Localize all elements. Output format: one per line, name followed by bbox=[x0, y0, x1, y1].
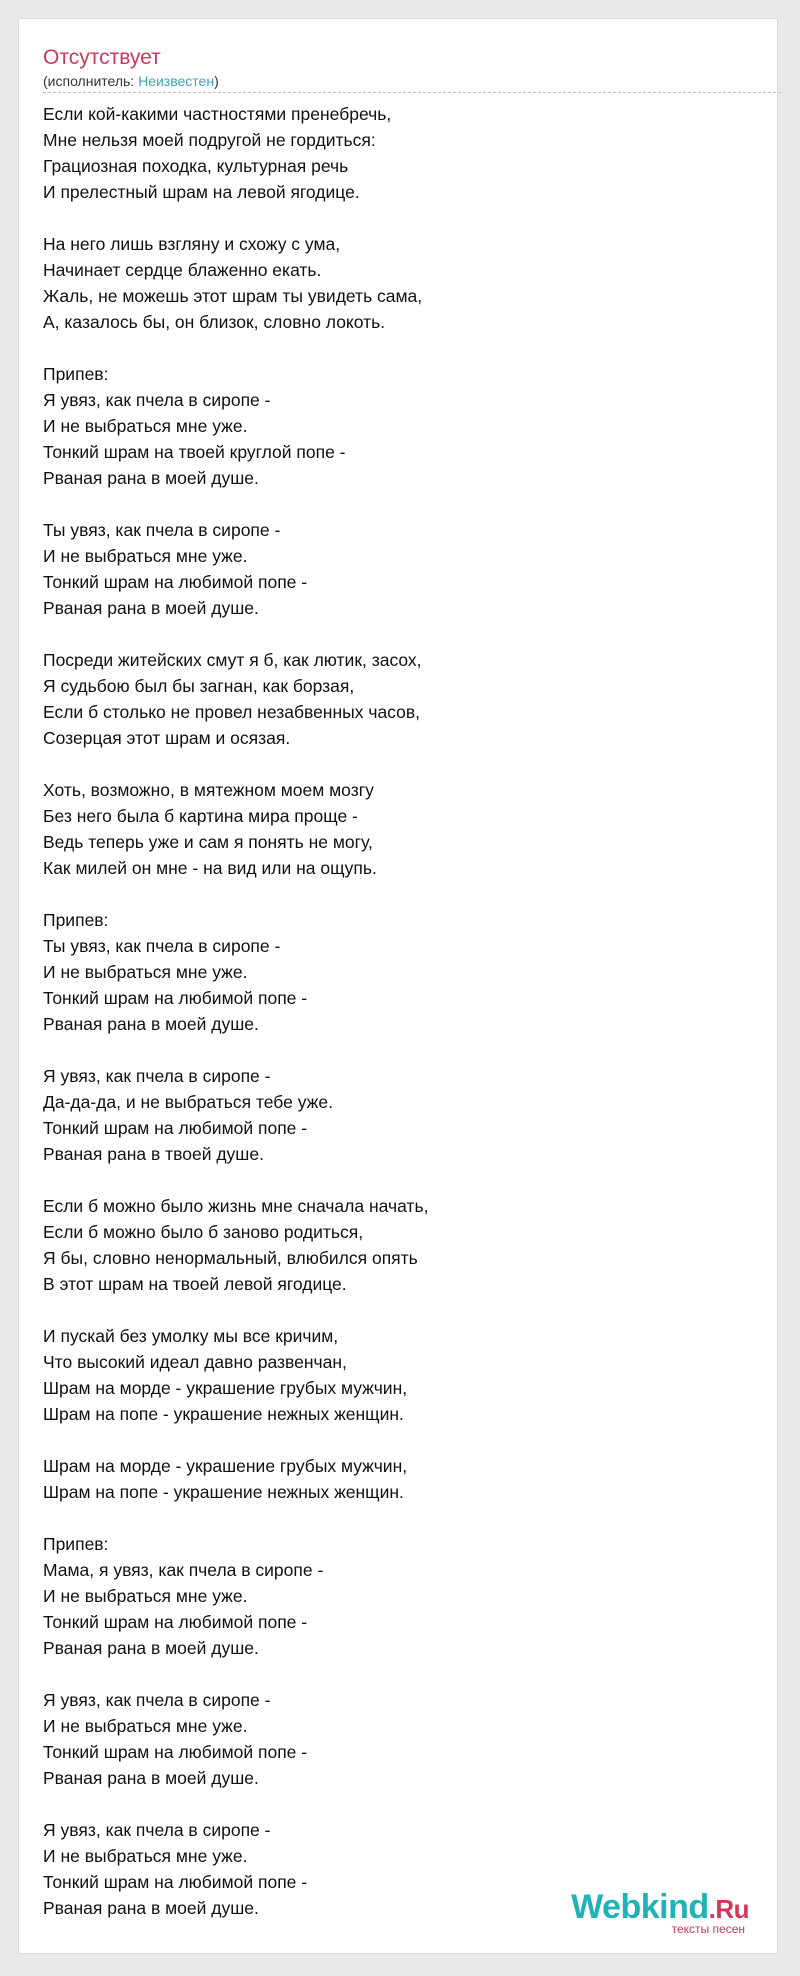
lyric-line: Рваная рана в моей душе. bbox=[43, 598, 259, 618]
lyric-line: Мне нельзя моей подругой не гордиться: bbox=[43, 130, 376, 150]
logo-tld: .Ru bbox=[708, 1894, 749, 1924]
lyric-line: Тонкий шрам на любимой попе - bbox=[43, 988, 308, 1008]
lyric-line: Шрам на морде - украшение грубых мужчин, bbox=[43, 1456, 408, 1476]
site-logo[interactable] bbox=[571, 1889, 749, 1935]
lyric-line: Если б можно было жизнь мне сначала начать, bbox=[43, 1196, 429, 1216]
logo-tagline: тексты песен bbox=[671, 1922, 745, 1936]
lyrics-stanza bbox=[43, 1193, 763, 1297]
song-title: Отсутствует bbox=[43, 46, 161, 69]
byline-prefix: (исполнитель: bbox=[43, 73, 139, 89]
lyrics-body bbox=[43, 101, 763, 1947]
lyric-line: Я увяз, как пчела в сиропе - bbox=[43, 1690, 271, 1710]
lyrics-stanza bbox=[43, 1323, 763, 1427]
logo-name: Webkind bbox=[571, 1888, 709, 1926]
lyric-line: На него лишь взгляну и схожу с ума, bbox=[43, 234, 341, 254]
lyric-line: Жаль, не можешь этот шрам ты увидеть сама, bbox=[43, 286, 423, 306]
artist-link[interactable]: Неизвестен bbox=[138, 73, 215, 89]
lyric-line: Припев: bbox=[43, 910, 109, 930]
lyric-line: Если б столько не провел незабвенных часов, bbox=[43, 702, 421, 722]
lyric-line: И не выбраться мне уже. bbox=[43, 1846, 248, 1866]
lyric-line: Рваная рана в моей душе. bbox=[43, 1014, 259, 1034]
lyric-line: В этот шрам на твоей левой ягодице. bbox=[43, 1274, 347, 1294]
lyric-line: Без него была б картина мира проще - bbox=[43, 806, 358, 826]
lyric-line: Рваная рана в моей душе. bbox=[43, 1638, 259, 1658]
lyrics-stanza bbox=[43, 517, 763, 621]
lyric-line: Тонкий шрам на любимой попе - bbox=[43, 1742, 308, 1762]
lyric-line: Грациозная походка, культурная речь bbox=[43, 156, 349, 176]
lyric-line: Я увяз, как пчела в сиропе - bbox=[43, 1066, 271, 1086]
lyric-line: И не выбраться мне уже. bbox=[43, 546, 248, 566]
lyric-line: Да-да-да, и не выбраться тебе уже. bbox=[43, 1092, 333, 1112]
lyric-line: Рваная рана в моей душе. bbox=[43, 1898, 259, 1918]
lyric-line: Как милей он мне - на вид или на ощупь. bbox=[43, 858, 377, 878]
lyric-line: И не выбраться мне уже. bbox=[43, 1586, 248, 1606]
lyrics-stanza bbox=[43, 1453, 763, 1505]
lyrics-stanza bbox=[43, 1063, 763, 1167]
lyric-line: Ведь теперь уже и сам я понять не могу, bbox=[43, 832, 373, 852]
lyric-line: Что высокий идеал давно развенчан, bbox=[43, 1352, 347, 1372]
lyric-line: Шрам на попе - украшение нежных женщин. bbox=[43, 1404, 404, 1424]
lyrics-stanza bbox=[43, 101, 763, 205]
lyrics-stanza bbox=[43, 907, 763, 1037]
lyric-line: Шрам на попе - украшение нежных женщин. bbox=[43, 1482, 404, 1502]
lyrics-page bbox=[18, 18, 778, 1954]
lyric-line: Если б можно было б заново родиться, bbox=[43, 1222, 364, 1242]
lyrics-stanza bbox=[43, 647, 763, 751]
lyric-line: Тонкий шрам на твоей круглой попе - bbox=[43, 442, 346, 462]
lyric-line: Тонкий шрам на любимой попе - bbox=[43, 1872, 308, 1892]
lyrics-stanza bbox=[43, 231, 763, 335]
byline-suffix: ) bbox=[214, 73, 219, 89]
lyrics-stanza bbox=[43, 1687, 763, 1791]
lyric-line: Ты увяз, как пчела в сиропе - bbox=[43, 936, 281, 956]
lyric-line: Если кой-какими частностями пренебречь, bbox=[43, 104, 392, 124]
lyric-line: Созерцая этот шрам и осязая. bbox=[43, 728, 291, 748]
lyric-line: Посреди житейских смут я б, как лютик, засох, bbox=[43, 650, 422, 670]
lyric-line: Рваная рана в твоей душе. bbox=[43, 1144, 264, 1164]
lyric-line: Я увяз, как пчела в сиропе - bbox=[43, 390, 271, 410]
lyric-line: Я увяз, как пчела в сиропе - bbox=[43, 1820, 271, 1840]
lyrics-stanza bbox=[43, 361, 763, 491]
lyrics-stanza bbox=[43, 1531, 763, 1661]
lyric-line: Я бы, словно ненормальный, влюбился опять bbox=[43, 1248, 418, 1268]
lyric-line: Тонкий шрам на любимой попе - bbox=[43, 572, 308, 592]
lyric-line: Рваная рана в моей душе. bbox=[43, 1768, 259, 1788]
lyric-line: Шрам на морде - украшение грубых мужчин, bbox=[43, 1378, 408, 1398]
lyric-line: Припев: bbox=[43, 1534, 109, 1554]
lyric-line: Припев: bbox=[43, 364, 109, 384]
lyrics-stanza bbox=[43, 777, 763, 881]
lyric-line: Тонкий шрам на любимой попе - bbox=[43, 1118, 308, 1138]
lyric-line: И не выбраться мне уже. bbox=[43, 1716, 248, 1736]
lyric-line: Я судьбою был бы загнан, как борзая, bbox=[43, 676, 355, 696]
artist-byline bbox=[43, 72, 219, 90]
lyric-line: И не выбраться мне уже. bbox=[43, 962, 248, 982]
lyric-line: И пускай без умолку мы все кричим, bbox=[43, 1326, 339, 1346]
lyric-line: А, казалось бы, он близок, словно локоть. bbox=[43, 312, 386, 332]
header-divider bbox=[43, 92, 781, 93]
lyric-line: Начинает сердце блаженно екать. bbox=[43, 260, 322, 280]
lyric-line: И прелестный шрам на левой ягодице. bbox=[43, 182, 360, 202]
lyric-line: Мама, я увяз, как пчела в сиропе - bbox=[43, 1560, 324, 1580]
lyric-line: Хоть, возможно, в мятежном моем мозгу bbox=[43, 780, 374, 800]
lyric-line: Ты увяз, как пчела в сиропе - bbox=[43, 520, 281, 540]
lyric-line: Рваная рана в моей душе. bbox=[43, 468, 259, 488]
lyric-line: И не выбраться мне уже. bbox=[43, 416, 248, 436]
lyric-line: Тонкий шрам на любимой попе - bbox=[43, 1612, 308, 1632]
